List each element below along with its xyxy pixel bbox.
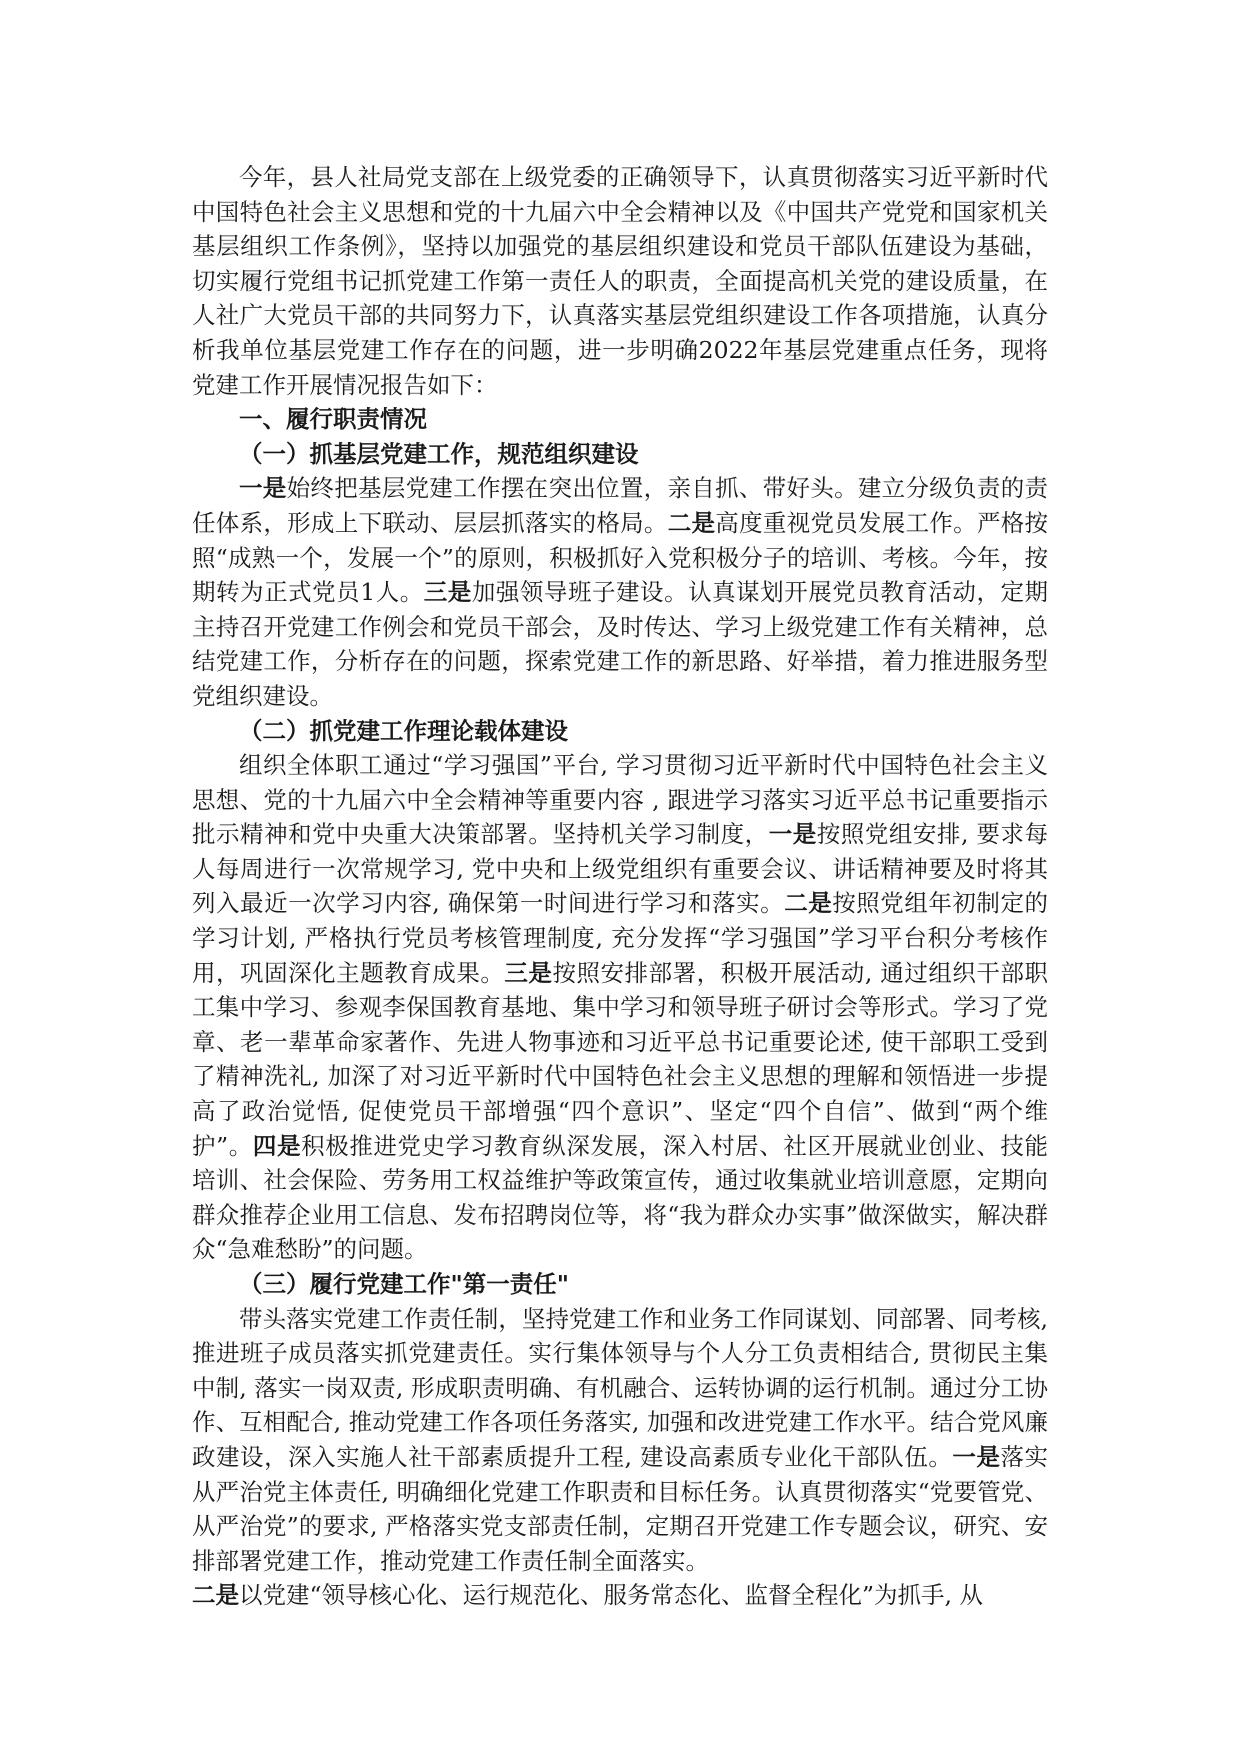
text-segment: 积极推进党史学习教育纵深发展，深入村居、社区开展就业创业、技能培训、社会保险、劳务用工权益维护等政策宣传，通过收集就业培训意愿，定期向群众推荐企业用工信息、发布招聘岗位等，将“我为群众办实事”做深做实，解决群众“急难愁盼”的问题。 (192, 1131, 1049, 1264)
subsection-heading-3: （三）履行党建工作"第一责任" (239, 1270, 569, 1298)
keyword-first: 一是 (952, 1442, 1001, 1471)
text-segment: 按照党组安排, 要求每人每周进行一次常规学习, 党中央和上级党组织有重要会议、讲话精神要及时将其列入最近一次学习内容, 确保第一时间进行学习和落实。 (192, 820, 1048, 918)
text-segment: 始终把基层党建工作摆在突出位置，亲自抓、带好头。建立分级负责的责任体系，形成上下联动、层层抓落实的格局。 (192, 474, 1049, 537)
text-segment: 按照安排部署，积极开展活动, 通过组织干部职工集中学习、参观李保国教育基地、集中学习和领导班子研讨会等形式。学习了党章、老一辈革命家著作、先进人物事迹和习近平总书记重要论述, 使干部职工受到了精神洗礼, 加深了对习近平新时代中国特色社会主义思想的理解和领悟进一步提高了政治觉悟, 促使党员干部增强“四个意识”、坚定“四个自信”、做到“两个维护”。 (192, 958, 1048, 1160)
text-segment: 带头落实党建工作责任制，坚持党建工作和业务工作同谋划、同部署、同考核, 推进班子成员落实抓党建责任。实行集体领导与个人分工负责相结合, 贯彻民主集中制, 落实一岗双责, 形成职责明确、有机融合、运转协调的运行机制。通过分工协作、互相配合, 推动党建工作各项任务落实, 加强和改进党建工作水平。结合党风廉政建设，深入实施人社干部素质提升工程, 建设高素质专业化干部队伍。 (192, 1304, 1048, 1471)
subsection-heading-1: （一）抓基层党建工作，规范组织建设 (239, 439, 639, 468)
keyword-fourth: 四是 (252, 1131, 302, 1160)
text-segment: 以党建“领导核心化、运行规范化、服务常态化、监督全程化”为抓手, 从 (239, 1581, 983, 1610)
keyword-second: 二是 (667, 508, 716, 537)
text-segment: 按照党组年初制定的学习计划, 严格执行党员考核管理制度, 充分发挥“学习强国”学习平台积分考核作用，巩固深化主题教育成果。 (192, 889, 1048, 987)
keyword-first: 一是 (239, 474, 287, 503)
text-segment: 组织全体职工通过“学习强国”平台, 学习贯彻习近平新时代中国特色社会主义思想、党的十九届六中全会精神等重要内容 , 跟进学习落实习近平总书记重要指示批示精神和党中央重大决策部署。坚持机关学习制度， (192, 751, 1048, 849)
keyword-second: 二是 (784, 889, 833, 918)
text-segment: 落实从严治党主体责任, 明确细化党建工作职责和目标任务。认真贯彻落实“党要管党、从严治党”的要求, 严格落实党支部责任制，定期召开党建工作专题会议，研究、安排部署党建工作，推动党建工作责任制全面落实。 (192, 1442, 1048, 1575)
subsection-2-paragraph (192, 748, 1048, 1267)
keyword-first: 一是 (768, 820, 817, 849)
keyword-third: 三是 (504, 958, 553, 987)
keyword-second: 二是 (192, 1581, 239, 1610)
text-segment: 高度重视党员发展工作。严格按照“成熟一个，发展一个”的原则，积极抓好入党积极分子的培训、考核。今年，按期转为正式党员1人。 (192, 508, 1049, 607)
intro-paragraph: 今年，县人社局党支部在上级党委的正确领导下，认真贯彻落实习近平新时代中国特色社会主义思想和党的十九届六中全会精神以及《中国共产党党和国家机关基层组织工作条例》，坚持以加强党的基层组织建设和党员干部队伍建设为基础，切实履行党组书记抓党建工作第一责任人的职责，全面提高机关党的建设质量，在人社广大党员干部的共同努力下，认真落实基层党组织建设工作各项措施，认真分析我单位基层党建工作存在的问题，进一步明确2022年基层党建重点任务，现将党建工作开展情况报告如下： (192, 163, 1048, 399)
subsection-3-paragraph (192, 1302, 1048, 1579)
keyword-third: 三是 (423, 578, 472, 607)
section-heading-duties: 一、履行职责情况 (239, 405, 427, 434)
subsection-heading-2: （二）抓党建工作理论载体建设 (239, 716, 568, 745)
document-page (192, 160, 1048, 1613)
text-segment: 加强领导班子建设。认真谋划开展党员教育活动，定期主持召开党建工作例会和党员干部会，及时传达、学习上级党建工作有关精神，总结党建工作，分析存在的问题，探索党建工作的新思路、好举措，着力推进服务型党组织建设。 (192, 578, 1049, 710)
subsection-3-paragraph-cont (192, 1578, 1048, 1613)
subsection-1-paragraph (192, 471, 1048, 713)
